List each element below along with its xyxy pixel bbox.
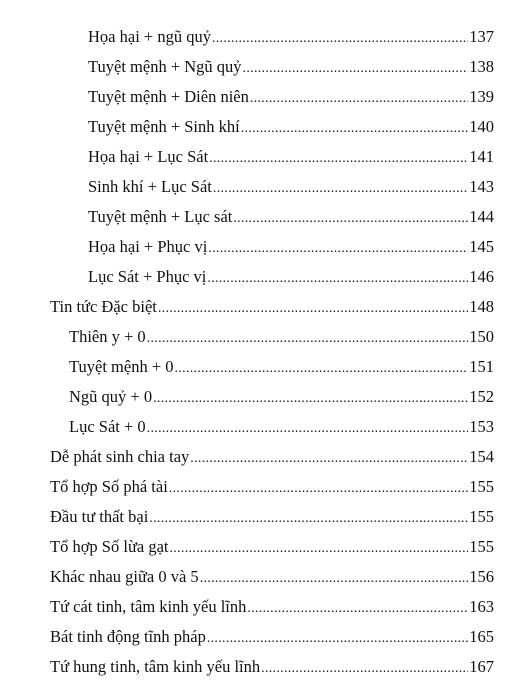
toc-entry-page: 144 [469,207,494,226]
toc-entry-page: 156 [469,567,494,586]
toc-entry-label: Sinh khí + Lục Sát [88,177,212,196]
toc-entry-label: Tứ cát tinh, tâm kinh yếu lĩnh [50,597,247,616]
toc-entry[interactable] [50,442,494,472]
toc-entry[interactable] [88,82,494,112]
toc-entry-label: Thiên y + 0 [69,327,146,346]
toc-leader-dots [208,234,468,264]
toc-entry-page: 150 [469,327,494,346]
toc-leader-dots [147,324,469,354]
toc-leader-dots [207,624,468,654]
toc-leader-dots [158,294,468,324]
toc-leader-dots [169,474,468,504]
toc-entry-label: Lục Sát + Phục vị [88,267,207,286]
toc-entry[interactable] [50,592,494,622]
toc-entry-page: 145 [469,237,494,256]
toc-entry-label: Dễ phát sinh chia tay [50,447,190,466]
toc-entry-label: Tổ hợp Số phá tài [50,477,168,496]
toc-leader-dots [241,114,469,144]
toc-entry-label: Tổ hợp Số lừa gạt [50,537,169,556]
toc-entry[interactable] [50,502,494,532]
toc-leader-dots [200,564,469,594]
toc-entry[interactable] [50,292,494,322]
toc-entry-label: Họa hại + Phục vị [88,237,208,256]
toc-entry-page: 155 [469,507,494,526]
toc-entry-page: 137 [469,27,494,46]
toc-entry[interactable] [88,112,494,142]
toc-entry-page: 155 [469,477,494,496]
toc-entry-label: Tuyệt mệnh + Ngũ quỷ [88,57,242,76]
toc-entry-label: Tuyệt mệnh + Sinh khí [88,117,240,136]
toc-entry[interactable] [69,322,494,352]
toc-entry-label: Tứ hung tinh, tâm kinh yếu lĩnh [50,657,261,676]
toc-leader-dots [209,144,468,174]
toc-entry[interactable] [88,232,494,262]
toc-entry[interactable] [69,412,494,442]
toc-entry[interactable] [50,622,494,652]
toc-entry-page: 165 [469,627,494,646]
toc-entry[interactable] [88,22,494,52]
toc-leader-dots [247,594,468,624]
toc-entry[interactable] [69,382,494,412]
toc-entry-page: 143 [469,177,494,196]
toc-entry-label: Họa hại + ngũ quỷ [88,27,211,46]
toc-entry-page: 163 [469,597,494,616]
toc-leader-dots [213,174,468,204]
toc-leader-dots [190,444,468,474]
toc-entry-page: 151 [469,357,494,376]
toc-leader-dots [153,384,468,414]
toc-entry-label: Khác nhau giữa 0 và 5 [50,567,199,586]
toc-entry[interactable] [88,172,494,202]
toc-leader-dots [243,54,469,84]
toc-leader-dots [170,534,469,564]
toc-entry-page: 155 [469,537,494,556]
toc-entry[interactable] [50,472,494,502]
toc-leader-dots [212,24,468,54]
toc-entry[interactable] [50,562,494,592]
toc-entry[interactable] [50,652,494,682]
toc-entry-page: 146 [469,267,494,286]
toc-leader-dots [250,84,468,114]
toc-entry-label: Bát tinh động tĩnh pháp [50,627,206,646]
toc-entry[interactable] [88,142,494,172]
toc-entry-label: Lục Sát + 0 [69,417,146,436]
toc-entry-page: 139 [469,87,494,106]
toc-entry-page: 141 [469,147,494,166]
toc-entry-page: 148 [469,297,494,316]
toc-leader-dots [207,264,468,294]
toc-entry-label: Đầu tư thất bại [50,507,149,526]
toc-entry[interactable] [88,262,494,292]
toc-leader-dots [261,654,468,684]
toc-leader-dots [147,414,469,444]
toc-entry-label: Tuyệt mệnh + Diên niên [88,87,249,106]
toc-leader-dots [233,204,468,234]
toc-entry-page: 154 [469,447,494,466]
toc-entry-page: 152 [469,387,494,406]
toc-entry[interactable] [88,202,494,232]
toc-entry-page: 138 [469,57,494,76]
toc-entry-label: Tuyệt mệnh + Lục sát [88,207,233,226]
toc-entry-label: Tin tức Đặc biệt [50,297,157,316]
toc-entry-label: Họa hại + Lục Sát [88,147,209,166]
toc-entry-page: 167 [469,657,494,676]
toc-entry[interactable] [50,532,494,562]
toc-entry[interactable] [69,352,494,382]
toc-entry-label: Tuyệt mệnh + 0 [69,357,174,376]
toc-entry[interactable] [88,52,494,82]
toc-entry-page: 140 [469,117,494,136]
toc-leader-dots [149,504,468,534]
toc-entry-page: 153 [469,417,494,436]
toc-leader-dots [175,354,469,384]
toc-entry-label: Ngũ quỷ + 0 [69,387,153,406]
